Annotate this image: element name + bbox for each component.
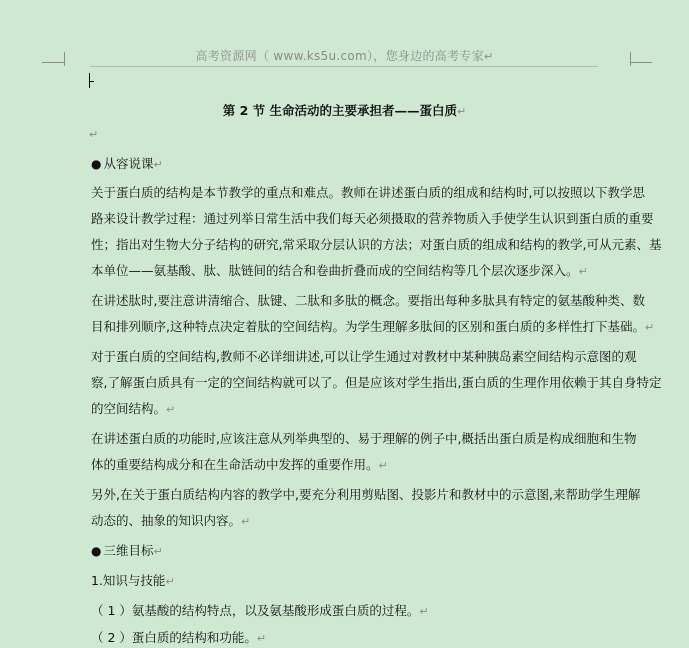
paragraph-line[interactable]	[91, 263, 588, 280]
section-heading[interactable]	[91, 156, 163, 173]
line-text: 关于蛋白质的结构是本节教学的重点和难点。教师在讲述蛋白质的组成和结构时,可以按照以下教学思	[91, 185, 645, 200]
header-text: 高考资源网（ www.ks5u.com），您身边的高考专家	[195, 49, 485, 63]
paragraph-mark: ↵	[644, 321, 655, 334]
paragraph-line[interactable]	[91, 293, 645, 309]
line-text: 对于蛋白质的空间结构,教师不必详细讲述,可以让学生通过对教材中某种胰岛素空间结构示意图的观	[91, 349, 637, 364]
paragraph-line[interactable]	[91, 431, 636, 447]
paragraph-mark: ↵	[165, 575, 175, 588]
text-cursor	[90, 81, 94, 82]
subheading[interactable]	[91, 573, 175, 590]
paragraph-mark: ↵	[578, 265, 588, 278]
line-text: 路来设计教学过程：通过列举日常生活中我们每天必须摄取的营养物质入手使学生认识到蛋白质的重要	[91, 211, 654, 226]
line-text: 1.知识与技能	[91, 573, 166, 588]
paragraph-line[interactable]	[91, 513, 250, 530]
paragraph-mark: ↵	[419, 605, 429, 618]
paragraph-mark: ↵	[153, 545, 163, 558]
document-title[interactable]	[0, 101, 689, 119]
page-header	[0, 47, 689, 64]
paragraph-mark: ↵	[166, 403, 176, 416]
line-text: 的空间结构。	[91, 401, 167, 416]
paragraph-line[interactable]	[91, 211, 654, 227]
paragraph-mark: ↵	[89, 128, 99, 141]
paragraph-line[interactable]	[91, 185, 645, 201]
title-text: 第 2 节 生命活动的主要承担者——蛋白质	[222, 103, 458, 118]
list-item[interactable]	[91, 603, 429, 620]
line-text: 在讲述肽时,要注意讲清缩合、肽键、二肽和多肽的概念。要指出每种多肽具有特定的氨基酸种类、数	[91, 293, 645, 308]
list-item[interactable]	[91, 630, 266, 647]
paragraph-mark: ↵	[484, 50, 494, 63]
paragraph-mark: ↵	[457, 105, 467, 118]
line-text: 本单位——氨基酸、肽、肽链间的结合和卷曲折叠而成的空间结构等几个层次逐步深入。	[91, 263, 579, 278]
paragraph-line[interactable]	[91, 349, 636, 365]
bullet-icon: ●	[91, 544, 102, 558]
bullet-icon: ●	[91, 157, 102, 171]
paragraph-mark: ↵	[153, 158, 163, 171]
line-text: 体的重要结构成分和在生命活动中发挥的重要作用。	[91, 457, 379, 472]
section-heading[interactable]	[91, 543, 163, 560]
line-text: 在讲述蛋白质的功能时,应该注意从列举典型的、易于理解的例子中,概括出蛋白质是构成细胞和生物	[91, 431, 637, 446]
line-text: 性；指出对生物大分子结构的研究,常采取分层认识的方法；对蛋白质的组成和结构的教学,可从元素、基	[91, 237, 662, 252]
paragraph-line[interactable]	[91, 457, 388, 474]
line-text: 察,了解蛋白质具有一定的空间结构就可以了。但是应该对学生指出,蛋白质的生理作用依赖于其自身特定	[91, 375, 662, 390]
line-text: 目和排列顺序,这种特点决定着肽的空间结构。为学生理解多肽间的区别和蛋白质的多样性打下基础。	[91, 319, 645, 334]
line-text: （ 2 ）蛋白质的结构和功能。	[91, 630, 257, 645]
paragraph-line[interactable]	[91, 375, 661, 391]
paragraph-line[interactable]	[91, 319, 654, 336]
heading-text: 从容说课	[103, 156, 154, 171]
paragraph-line[interactable]	[91, 487, 640, 503]
paragraph-mark: ↵	[256, 632, 267, 645]
line-text: （ 1 ）氨基酸的结构特点，以及氨基酸形成蛋白质的过程。	[91, 603, 420, 618]
line-text: 动态的、抽象的知识内容。	[91, 513, 242, 528]
paragraph-mark: ↵	[241, 515, 251, 528]
paragraph-mark: ↵	[378, 459, 388, 472]
paragraph-line[interactable]	[91, 237, 661, 253]
line-text: 另外,在关于蛋白质结构内容的教学中,要充分利用剪贴图、投影片和教材中的示意图,来帮助学生理解	[91, 487, 641, 502]
heading-text: 三维目标	[103, 543, 154, 558]
paragraph-line[interactable]	[91, 401, 175, 418]
header-rule	[90, 66, 598, 67]
